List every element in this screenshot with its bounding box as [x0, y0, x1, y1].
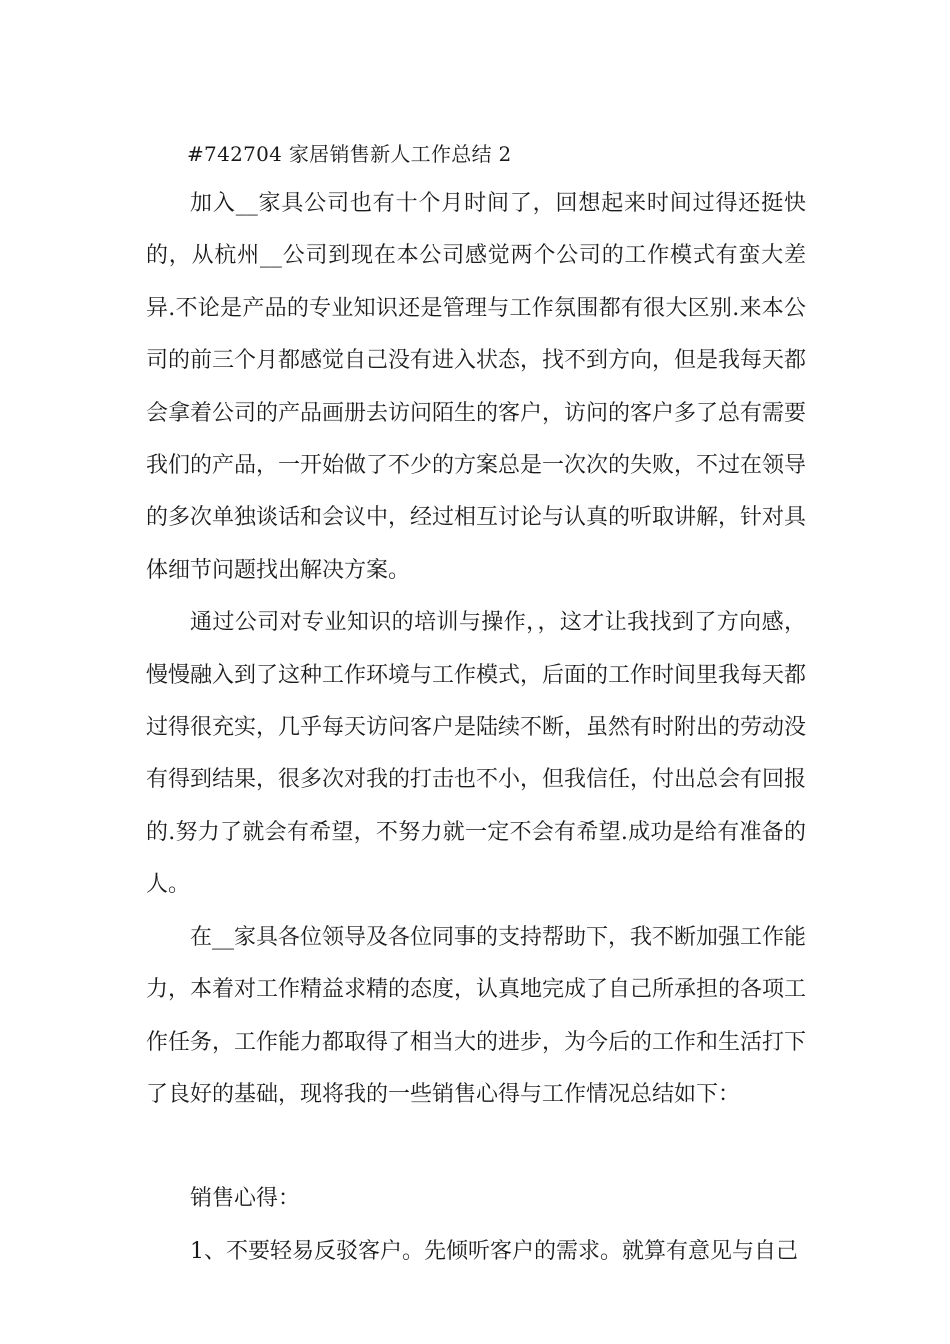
list-item-1: 1、不要轻易反驳客户。先倾听客户的需求。就算有意见与自己 [190, 1238, 798, 1264]
paragraph-3: 在__家具各位领导及各位同事的支持帮助下，我不断加强工作能力，本着对工作精益求精的态度，认真地完成了自己所承担的各项工作任务，工作能力都取得了相当大的进步，为今后的工作和生活打下了良好的基础，现将我的一些销售心得与工作情况总结如下： [146, 924, 807, 1107]
paragraph-1: 加入__家具公司也有十个月时间了，回想起来时间过得还挺快的，从杭州__公司到现在本公司感觉两个公司的工作模式有蛮大差异.不论是产品的专业知识还是管理与工作氛围都有很大区别.来本公司的前三个月都感觉自己没有进入状态，找不到方向，但是我每天都会拿着公司的产品画册去访问陌生的客户，访问的客户多了总有需要我们的产品，一开始做了不少的方案总是一次次的失败，不过在领导的多次单独谈话和会议中，经过相互讨论与认真的听取讲解，针对具体细节问题找出解决方案。 [146, 191, 807, 583]
section-spacer [146, 1121, 806, 1173]
paragraph-2: 通过公司对专业知识的培训与操作，，这才让我找到了方向感，慢慢融入到了这种工作环境与工作模式，后面的工作时间里我每天都过得很充实，几乎每天访问客户是陆续不断，虽然有时附出的劳动没有得到结果，很多次对我的打击也不小，但我信任，付出总会有回报的.努力了就会有希望，不努力就一定不会有希望.成功是给有准备的人。 [146, 610, 807, 898]
section-heading: 销售心得： [190, 1186, 301, 1212]
document-body [146, 134, 806, 1278]
document-title: #742704 家居销售新人工作总结 2 [187, 142, 512, 166]
